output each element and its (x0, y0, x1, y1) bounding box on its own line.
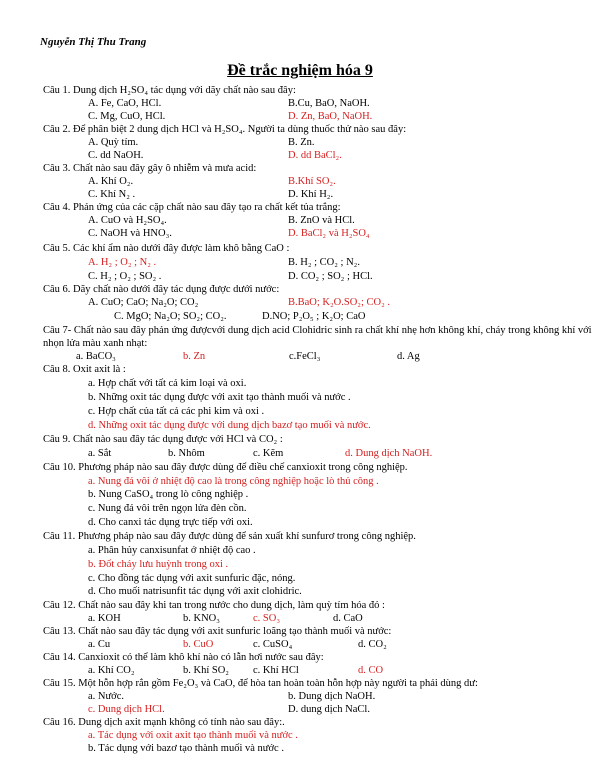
question-6-stem: Câu 6. Dãy chất nào dưới đây tác dụng được dưới nước: (43, 284, 280, 295)
question-16-option-b[interactable]: b. Tác dụng với bazơ tạo thành muối và nước . (88, 743, 284, 754)
question-15-option-d[interactable]: D. dung dịch NaCl. (288, 704, 370, 715)
question-9-option-d[interactable]: d. Dung dịch NaOH. (345, 448, 433, 459)
question-3-option-a[interactable]: A. Khí O₂. (88, 176, 134, 187)
question-14-stem: Câu 14. Canxioxit có thể làm khô khí nào có lẫn hơi nước sau đây: (43, 652, 324, 663)
question-10-option-b[interactable]: b. Nung CaSO₄ trong lò công nghiệp . (88, 489, 249, 500)
question-6-option-c[interactable]: C. MgO; Na₂O; SO₂; CO₂. (114, 311, 227, 322)
question-14-option-a[interactable]: a. Khí CO₂ (88, 665, 135, 676)
question-3-stem: Câu 3. Chất nào sau đây gây ô nhiễm và mưa acid: (43, 163, 257, 174)
question-11-option-d[interactable]: d. Cho muối natrisunfit tác dụng với axit clohidric. (88, 586, 302, 597)
question-12-option-b[interactable]: b. KNO₃ (183, 613, 220, 624)
question-10-option-c[interactable]: c. Nung đá vôi trên ngọn lửa đèn cồn. (88, 503, 247, 514)
question-9-option-c[interactable]: c. Kẽm (253, 448, 284, 459)
question-4-option-b[interactable]: B. ZnO và HCl. (288, 215, 355, 226)
question-8-option-d[interactable]: d. Những oxit tác dụng được với dung dịch bazơ tạo muối và nước. (88, 420, 371, 431)
question-14-option-c[interactable]: c. Khí HCl (253, 665, 299, 676)
question-7-option-b[interactable]: b. Zn (183, 351, 206, 362)
question-13-option-a[interactable]: a. Cu (88, 639, 111, 650)
question-9-stem: Câu 9. Chất nào sau đây tác dụng được với HCl và CO₂ : (43, 434, 283, 445)
question-13-stem: Câu 13. Chất nào sau đây tác dụng với axit sunfuric loãng tạo thành muối và nước: (43, 626, 392, 637)
question-4-option-c[interactable]: C. NaOH và HNO₃. (88, 228, 172, 239)
question-11-option-c[interactable]: c. Cho đồng tác dụng với axit sunfuric đặc, nóng. (88, 573, 296, 584)
question-3-option-d[interactable]: D. Khí H₂. (288, 189, 334, 200)
question-2-option-b[interactable]: B. Zn. (288, 137, 315, 148)
question-2-option-d[interactable]: D. dd BaCl₂. (288, 150, 342, 161)
question-1-option-c[interactable]: C. Mg, CuO, HCl. (88, 111, 166, 122)
question-4-option-a[interactable]: A. CuO và H₂SO₄. (88, 215, 167, 226)
question-10-option-a[interactable]: a. Nung đá vôi ở nhiệt độ cao là trong công nghiệp hoặc lò thủ công . (88, 476, 379, 487)
question-5-option-a[interactable]: A. H₂ ; O₂ ; N₂ . (88, 257, 157, 268)
question-11-option-b[interactable]: b. Đốt cháy lưu huỳnh trong oxi . (88, 559, 229, 570)
question-8-option-c[interactable]: c. Hợp chất của tất cả các phi kim và oxi . (88, 406, 265, 417)
question-7-option-a[interactable]: a. BaCO₃ (76, 351, 116, 362)
question-4-option-d[interactable]: D. BaCl₂ và H₂SO₄ (288, 228, 370, 239)
question-15-option-a[interactable]: a. Nước. (88, 691, 125, 702)
question-1-stem: Câu 1. Dung dịch H₂SO₄ tác dụng với dãy chất nào sau đây: (43, 85, 296, 96)
question-2-option-a[interactable]: A. Quỳ tím. (88, 137, 139, 148)
question-5-stem: Câu 5. Các khí ẩm nào dưới đây được làm khô bằng CaO : (43, 243, 290, 254)
question-9-option-a[interactable]: a. Sắt (88, 448, 112, 459)
question-7-option-d[interactable]: d. Ag (397, 351, 420, 362)
question-14-option-d[interactable]: d. CO (358, 665, 384, 676)
question-2-stem: Câu 2. Để phân biệt 2 dung dịch HCl và H₂SO₄. Người ta dùng thuốc thử nào sau đây: (43, 124, 407, 135)
question-12-option-c[interactable]: c. SO₃ (253, 613, 280, 624)
question-10-option-d[interactable]: d. Cho canxi tác dụng trực tiếp với oxi. (88, 517, 253, 528)
question-1-option-d[interactable]: D. Zn, BaO, NaOH. (288, 111, 373, 122)
question-1-option-a[interactable]: A. Fe, CaO, HCl. (88, 98, 162, 109)
question-8-stem: Câu 8. Oxit axit là : (43, 364, 126, 375)
question-5-option-b[interactable]: B. H₂ ; CO₂ ; N₂. (288, 257, 360, 268)
question-6-option-d[interactable]: D.NO; P₂O₅ ; K₂O; CaO (262, 311, 366, 322)
question-7-stem: Câu 7- Chất nào sau đây phản ứng đượcvới dung dịch acid Clohidric sinh ra chất khí nhẹ hơn không khí, cháy trong không khí với nhọn lửa màu xanh nhạt: (43, 325, 592, 349)
question-8-option-b[interactable]: b. Những oxit tác dụng được với axit tạo thành muối và nước . (88, 392, 351, 403)
question-16-option-a[interactable]: a. Tác dụng với oxit axit tạo thành muối và nước . (88, 730, 298, 741)
page-title: Đề trắc nghiệm hóa 9 (227, 62, 373, 79)
question-15-stem: Câu 15. Một hỗn hợp rắn gồm Fe₂O₃ và CaO, để hòa tan hoàn toàn hỗn hợp này người ta phải dùng dư: (43, 678, 478, 689)
question-12-option-d[interactable]: d. CaO (333, 613, 363, 624)
question-12-stem: Câu 12. Chất nào sau đây khi tan trong nước cho dung dịch, làm quỳ tím hóa đỏ : (43, 600, 385, 611)
question-9-option-b[interactable]: b. Nhôm (168, 448, 205, 459)
question-10-stem: Câu 10. Phương pháp nào sau đây được dùng để điều chế canxioxit trong công nghiệp. (43, 462, 408, 473)
question-6-option-b[interactable]: B.BaO; K₂O.SO₂; CO₂ . (288, 297, 390, 308)
question-11-option-a[interactable]: a. Phân hủy canxisunfat ở nhiệt độ cao . (88, 545, 256, 556)
question-12-option-a[interactable]: a. KOH (88, 613, 121, 624)
question-13-option-c[interactable]: c. CuSO₄ (253, 639, 293, 650)
author-name: Nguyễn Thị Thu Trang (40, 36, 147, 48)
question-8-option-a[interactable]: a. Hợp chất với tất cả kim loại và oxi. (88, 378, 247, 389)
question-13-option-b[interactable]: b. CuO (183, 639, 214, 650)
question-11-stem: Câu 11. Phương pháp nào sau đây được dùng để sản xuất khí sunfurơ trong công nghiệp. (43, 531, 416, 542)
question-6-option-a[interactable]: A. CuO; CaO; Na₂O; CO₂ (88, 297, 199, 308)
question-3-option-c[interactable]: C. Khí N₂ . (88, 189, 136, 200)
question-3-option-b[interactable]: B.Khí SO₂. (288, 176, 336, 187)
question-13-option-d[interactable]: d. CO₂ (358, 639, 387, 650)
question-2-option-c[interactable]: C. dd NaOH. (88, 150, 144, 161)
question-1-option-b[interactable]: B.Cu, BaO, NaOH. (288, 98, 370, 109)
question-16-stem: Câu 16. Dung dịch axit mạnh không có tính nào sau đây:. (43, 717, 285, 728)
question-15-option-c[interactable]: c. Dung dịch HCl. (88, 704, 165, 715)
question-14-option-b[interactable]: b. Khí SO₂ (183, 665, 229, 676)
question-5-option-d[interactable]: D. CO₂ ; SO₂ ; HCl. (288, 271, 373, 282)
question-5-option-c[interactable]: C. H₂ ; O₂ ; SO₂ . (88, 271, 162, 282)
question-4-stem: Câu 4. Phản ứng của các cặp chất nào sau đây tạo ra chất kết tủa trắng: (43, 202, 341, 213)
question-7-option-c[interactable]: c.FeCl₃ (289, 351, 321, 362)
question-15-option-b[interactable]: b. Dung dịch NaOH. (288, 691, 376, 702)
